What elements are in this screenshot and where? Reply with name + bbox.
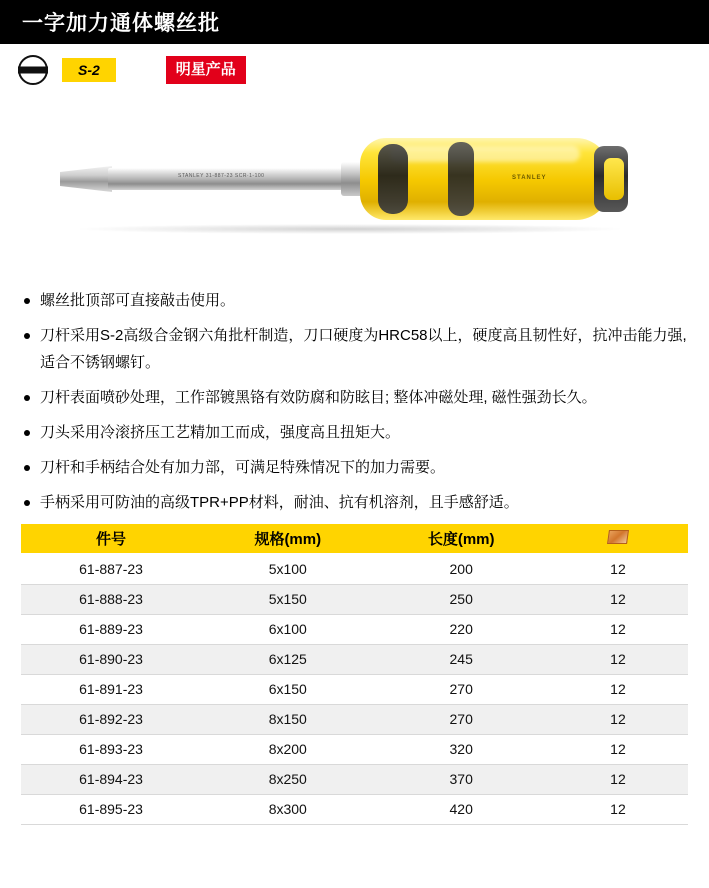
cell-spec: 6x100 [201, 614, 374, 644]
column-header-part-number: 件号 [21, 524, 201, 554]
flat-head-icon [18, 55, 48, 85]
table-row [21, 794, 688, 824]
cell-part-number: 61-891-23 [21, 674, 201, 704]
badge-row [0, 44, 709, 96]
bullet-icon [24, 333, 30, 339]
cell-spec: 6x125 [201, 644, 374, 674]
table-row [21, 554, 688, 584]
list-item [22, 489, 687, 516]
cell-qty: 12 [548, 644, 688, 674]
cell-qty: 12 [548, 794, 688, 824]
bullet-icon [24, 500, 30, 506]
cell-part-number: 61-890-23 [21, 644, 201, 674]
cell-length: 270 [374, 704, 547, 734]
shaft-marking-text: STANLEY 31-887-23 SCR·1-100 [178, 173, 265, 179]
spec-table [21, 524, 688, 825]
cell-qty: 12 [548, 764, 688, 794]
cell-spec: 6x150 [201, 674, 374, 704]
cell-spec: 8x150 [201, 704, 374, 734]
handle-grip-front [378, 144, 408, 214]
cell-length: 420 [374, 794, 547, 824]
list-item [22, 454, 687, 481]
cell-qty: 12 [548, 704, 688, 734]
cell-qty: 12 [548, 584, 688, 614]
list-item [22, 322, 687, 376]
material-badge: S-2 [62, 58, 116, 83]
column-header-package-qty [548, 524, 688, 554]
handle-end-cap-inner [604, 158, 624, 200]
cell-part-number: 61-888-23 [21, 584, 201, 614]
list-item [22, 287, 687, 314]
table-row [21, 764, 688, 794]
cell-part-number: 61-894-23 [21, 764, 201, 794]
cell-qty: 12 [548, 734, 688, 764]
feature-text: 刀杆采用S-2高级合金钢六角批杆制造，刀口硬度为HRC58以上，硬度高且韧性好，抗冲击能力强,适合不锈钢螺钉。 [40, 327, 687, 371]
cell-part-number: 61-895-23 [21, 794, 201, 824]
feature-text: 手柄采用可防油的高级TPR+PP材料，耐油、抗有机溶剂，且手感舒适。 [40, 494, 519, 511]
cell-spec: 8x200 [201, 734, 374, 764]
cell-spec: 5x100 [201, 554, 374, 584]
cell-length: 270 [374, 674, 547, 704]
cell-part-number: 61-887-23 [21, 554, 201, 584]
cell-spec: 5x150 [201, 584, 374, 614]
screwdriver-illustration [60, 120, 640, 240]
list-item [22, 384, 687, 411]
handle-marking-text: STANLEY [512, 175, 547, 181]
feature-list [0, 287, 709, 516]
cell-length: 245 [374, 644, 547, 674]
cell-length: 250 [374, 584, 547, 614]
product-shadow [80, 224, 620, 234]
cell-qty: 12 [548, 674, 688, 704]
table-header-row [21, 524, 688, 554]
bullet-icon [24, 430, 30, 436]
cell-length: 220 [374, 614, 547, 644]
column-header-length: 长度(mm) [374, 524, 547, 554]
feature-text: 刀头采用冷滚挤压工艺精加工而成，强度高且扭矩大。 [40, 424, 401, 441]
bullet-icon [24, 395, 30, 401]
feature-text: 刀杆和手柄结合处有加力部，可满足特殊情况下的加力需要。 [40, 459, 446, 476]
box-icon [607, 530, 629, 544]
screwdriver-tip [60, 166, 112, 192]
table-row [21, 584, 688, 614]
cell-qty: 12 [548, 614, 688, 644]
cell-part-number: 61-893-23 [21, 734, 201, 764]
cell-length: 370 [374, 764, 547, 794]
table-bottom-spacer [0, 825, 709, 843]
page-title: 一字加力通体螺丝批 [22, 12, 220, 35]
cell-spec: 8x250 [201, 764, 374, 794]
cell-length: 320 [374, 734, 547, 764]
column-header-spec: 规格(mm) [201, 524, 374, 554]
product-image [0, 98, 709, 283]
list-item [22, 419, 687, 446]
cell-qty: 12 [548, 554, 688, 584]
table-row [21, 674, 688, 704]
table-row [21, 644, 688, 674]
screwdriver-shaft [108, 168, 344, 190]
star-product-badge: 明星产品 [166, 56, 246, 84]
page-title-bar [0, 0, 709, 44]
feature-text: 螺丝批顶部可直接敲击使用。 [40, 292, 236, 309]
handle-grip-rear [448, 142, 474, 216]
table-row [21, 704, 688, 734]
table-row [21, 614, 688, 644]
cell-part-number: 61-892-23 [21, 704, 201, 734]
bullet-icon [24, 465, 30, 471]
cell-part-number: 61-889-23 [21, 614, 201, 644]
cell-spec: 8x300 [201, 794, 374, 824]
bullet-icon [24, 298, 30, 304]
cell-length: 200 [374, 554, 547, 584]
feature-text: 刀杆表面喷砂处理，工作部镀黑铬有效防腐和防眩目; 整体冲磁处理, 磁性强劲长久。 [40, 389, 597, 406]
table-row [21, 734, 688, 764]
